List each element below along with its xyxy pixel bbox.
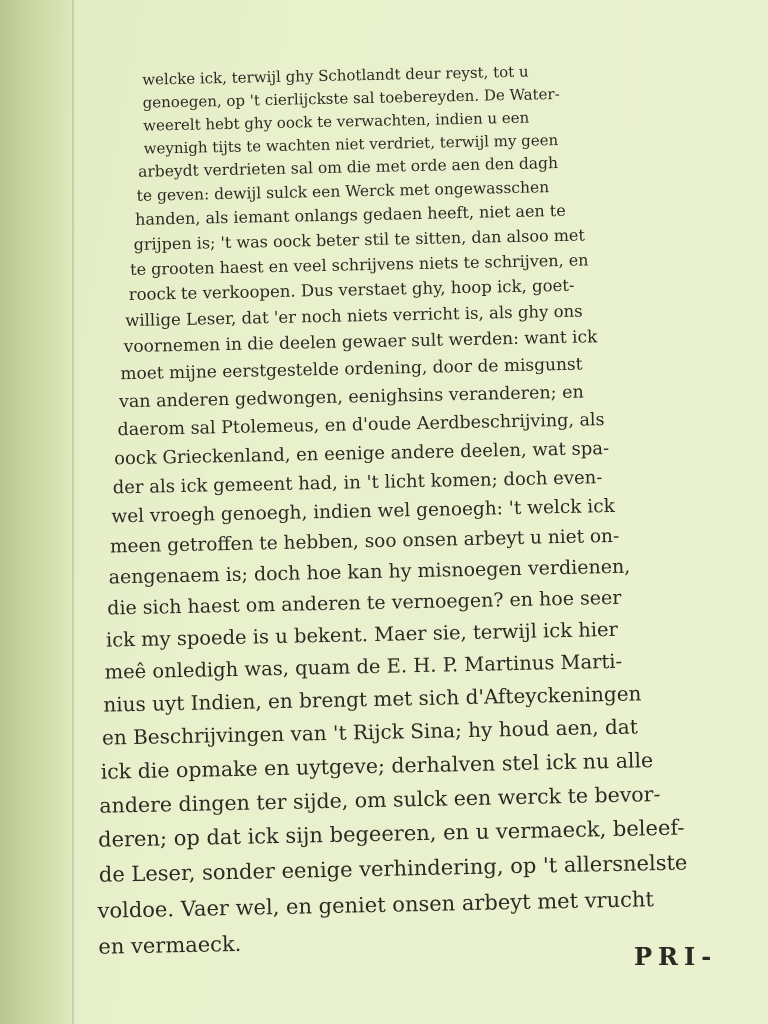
text-line: grijpen is; 't was oock beter stil te sitten, dan alsoo met xyxy=(133,225,585,254)
text-line: van anderen gedwongen, eenighsins veranderen; en xyxy=(118,382,584,413)
text-line: weerelt hebt ghy oock te verwachten, indien u een xyxy=(142,108,530,135)
text-line: de Leser, sonder eenige verhindering, op 't allersnelste xyxy=(98,850,688,887)
catchword: PRI- xyxy=(634,942,718,971)
body-text xyxy=(80,56,759,965)
text-line: wel vroegh genoegh, indien wel genoegh: 't welck ick xyxy=(111,495,616,528)
text-line: weynigh tijts te wachten niet verdriet, terwijl my geen xyxy=(143,131,559,158)
text-line: en Beschrijvingen van 't Rijck Sina; hy houd aen, dat xyxy=(101,714,638,750)
text-line: voldoe. Vaer wel, en geniet onsen arbeyt met vrucht xyxy=(97,887,655,923)
gutter-line xyxy=(72,0,74,1024)
text-line: ick die opmake en uytgeve; derhalven stel ick nu alle xyxy=(100,748,654,784)
text-line: meen getroffen te hebben, soo onsen arbeyt u niet on- xyxy=(109,525,620,558)
text-line: en vermaeck. xyxy=(98,931,242,959)
page-gutter-shadow xyxy=(0,0,78,1024)
text-line: der als ick gemeent had, in 't licht komen; doch even- xyxy=(112,467,603,499)
text-line: arbeydt verdrieten sal om die met orde aen den dagh xyxy=(137,154,559,181)
text-line: te grooten haest en veel schrijvens niets te schrijven, en xyxy=(129,250,589,279)
text-line: aengenaem is; doch hoe kan hy misnoegen verdienen, xyxy=(108,555,631,589)
text-line: roock te verkoopen. Dus verstaet ghy, hoop ick, goet- xyxy=(128,275,575,305)
text-line: handen, als iemant onlangs gedaen heeft, niet aen te xyxy=(134,200,566,229)
text-line: nius uyt Indien, en brengt met sich d'Afteyckeningen xyxy=(103,681,642,717)
text-line: willige Leser, dat 'er noch niets verricht is, als ghy ons xyxy=(125,301,583,331)
text-line: te geven: dewijl sulck een Werck met ongewasschen xyxy=(136,178,550,205)
text-line: genoegen, op 't cierlijckste sal toebereyden. De Water- xyxy=(142,84,560,112)
text-line: meê onledigh was, quam de E. H. P. Martinus Marti- xyxy=(104,649,623,684)
text-line: daerom sal Ptolemeus, en d'oude Aerdbeschrijving, als xyxy=(117,410,605,441)
text-line: welcke ick, terwijl ghy Schotlandt deur reyst, tot u xyxy=(142,62,529,89)
text-line: die sich haest om anderen te vernoegen? en hoe seer xyxy=(107,586,622,620)
text-line: deren; op dat ick sijn begeeren, en u vermaeck, beleef- xyxy=(97,815,685,852)
text-line: voornemen in die deelen gewaer sult werden: want ick xyxy=(123,327,598,358)
text-line: oock Grieckenland, en eenige andere deelen, wat spa- xyxy=(113,438,610,470)
text-line: ick my spoede is u bekent. Maer sie, terwijl ick hier xyxy=(105,617,619,652)
text-line: andere dingen ter sijde, om sulck een werck te bevor- xyxy=(99,782,661,818)
text-line: moet mijne eerstgestelde ordening, door de misgunst xyxy=(120,354,583,385)
